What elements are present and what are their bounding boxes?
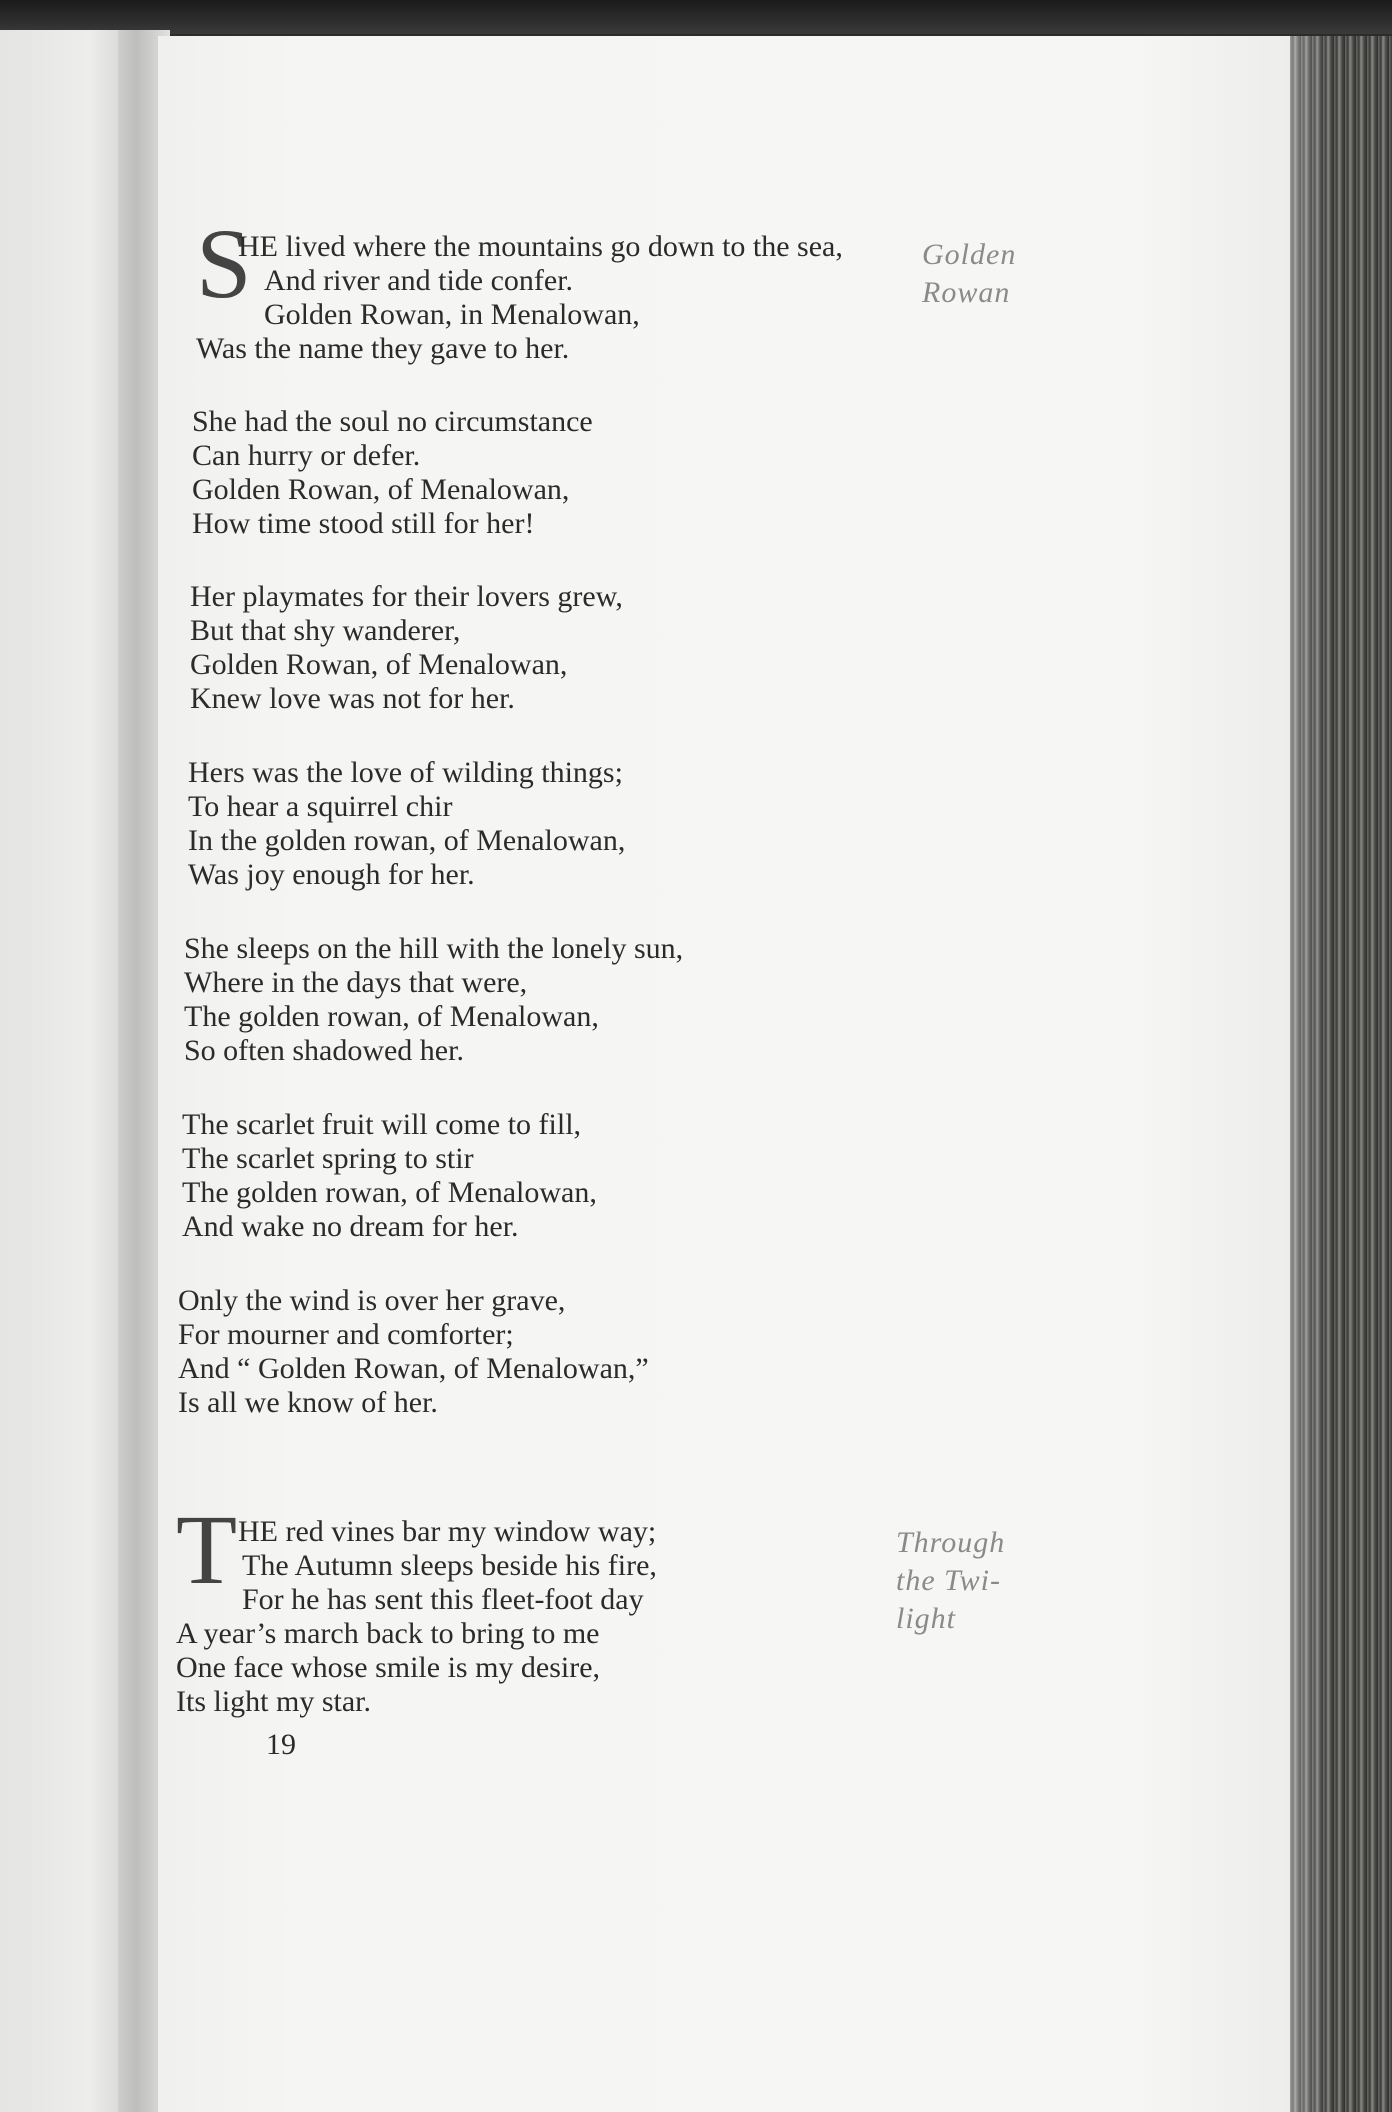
poem-line: To hear a squirrel chir xyxy=(188,790,453,823)
poem-line: She had the soul no circumstance xyxy=(192,405,593,438)
side-title-line: Rowan xyxy=(922,276,1011,309)
poem-line: The golden rowan, of Menalowan, xyxy=(182,1176,597,1209)
side-title-line: light xyxy=(896,1602,957,1635)
drop-cap: S xyxy=(196,208,252,319)
left-page-edge xyxy=(0,30,128,2112)
poem-line: For he has sent this fleet-foot day xyxy=(242,1583,644,1616)
poem-line: HE red vines bar my window way; xyxy=(238,1515,657,1548)
poem-line: The scarlet fruit will come to fill, xyxy=(182,1108,582,1141)
poem-line: The scarlet spring to stir xyxy=(182,1142,474,1175)
poem-line: She sleeps on the hill with the lonely sun, xyxy=(184,932,684,965)
poem-line: And “ Golden Rowan, of Menalowan,” xyxy=(178,1352,649,1385)
page-edge-shade xyxy=(1290,36,1330,2112)
poem-line: Where in the days that were, xyxy=(184,966,528,999)
poem-line: Its light my star. xyxy=(176,1685,371,1718)
poem-line: Knew love was not for her. xyxy=(190,682,515,715)
side-title-line: Through xyxy=(896,1526,1006,1559)
poem-line: Is all we know of her. xyxy=(178,1386,438,1419)
poem-line: So often shadowed her. xyxy=(184,1034,464,1067)
poem-line: Can hurry or defer. xyxy=(192,439,421,472)
poem-line: The golden rowan, of Menalowan, xyxy=(184,1000,599,1033)
poem-line: Her playmates for their lovers grew, xyxy=(190,580,623,613)
side-title xyxy=(922,236,1016,312)
poem-line: The Autumn sleeps beside his fire, xyxy=(242,1549,657,1582)
poem-line: And wake no dream for her. xyxy=(182,1210,519,1243)
drop-cap: T xyxy=(176,1494,238,1605)
poem-line: Golden Rowan, of Menalowan, xyxy=(190,648,568,681)
poem-line: HE lived where the mountains go down to the sea, xyxy=(238,230,843,263)
poem-line: Golden Rowan, in Menalowan, xyxy=(264,298,640,331)
side-title-line: Golden xyxy=(922,238,1017,271)
poem-line: Was joy enough for her. xyxy=(188,858,475,891)
poem-line: Only the wind is over her grave, xyxy=(178,1284,566,1317)
top-shadow xyxy=(0,0,1392,34)
poem-line: For mourner and comforter; xyxy=(178,1318,514,1351)
side-title-line: the Twi- xyxy=(896,1564,1001,1597)
poem-line: One face whose smile is my desire, xyxy=(176,1651,601,1684)
side-title xyxy=(896,1524,1005,1638)
poem-line: But that shy wanderer, xyxy=(190,614,461,647)
page-number: 19 xyxy=(266,1728,296,1761)
poem-line: Golden Rowan, of Menalowan, xyxy=(192,473,570,506)
poem-line: And river and tide confer. xyxy=(264,264,574,297)
poem-line: A year’s march back to bring to me xyxy=(176,1617,600,1650)
poem-line: Was the name they gave to her. xyxy=(196,332,570,365)
poem-line: How time stood still for her! xyxy=(192,507,535,540)
poem-line: In the golden rowan, of Menalowan, xyxy=(188,824,626,857)
poem-line: Hers was the love of wilding things; xyxy=(188,756,623,789)
